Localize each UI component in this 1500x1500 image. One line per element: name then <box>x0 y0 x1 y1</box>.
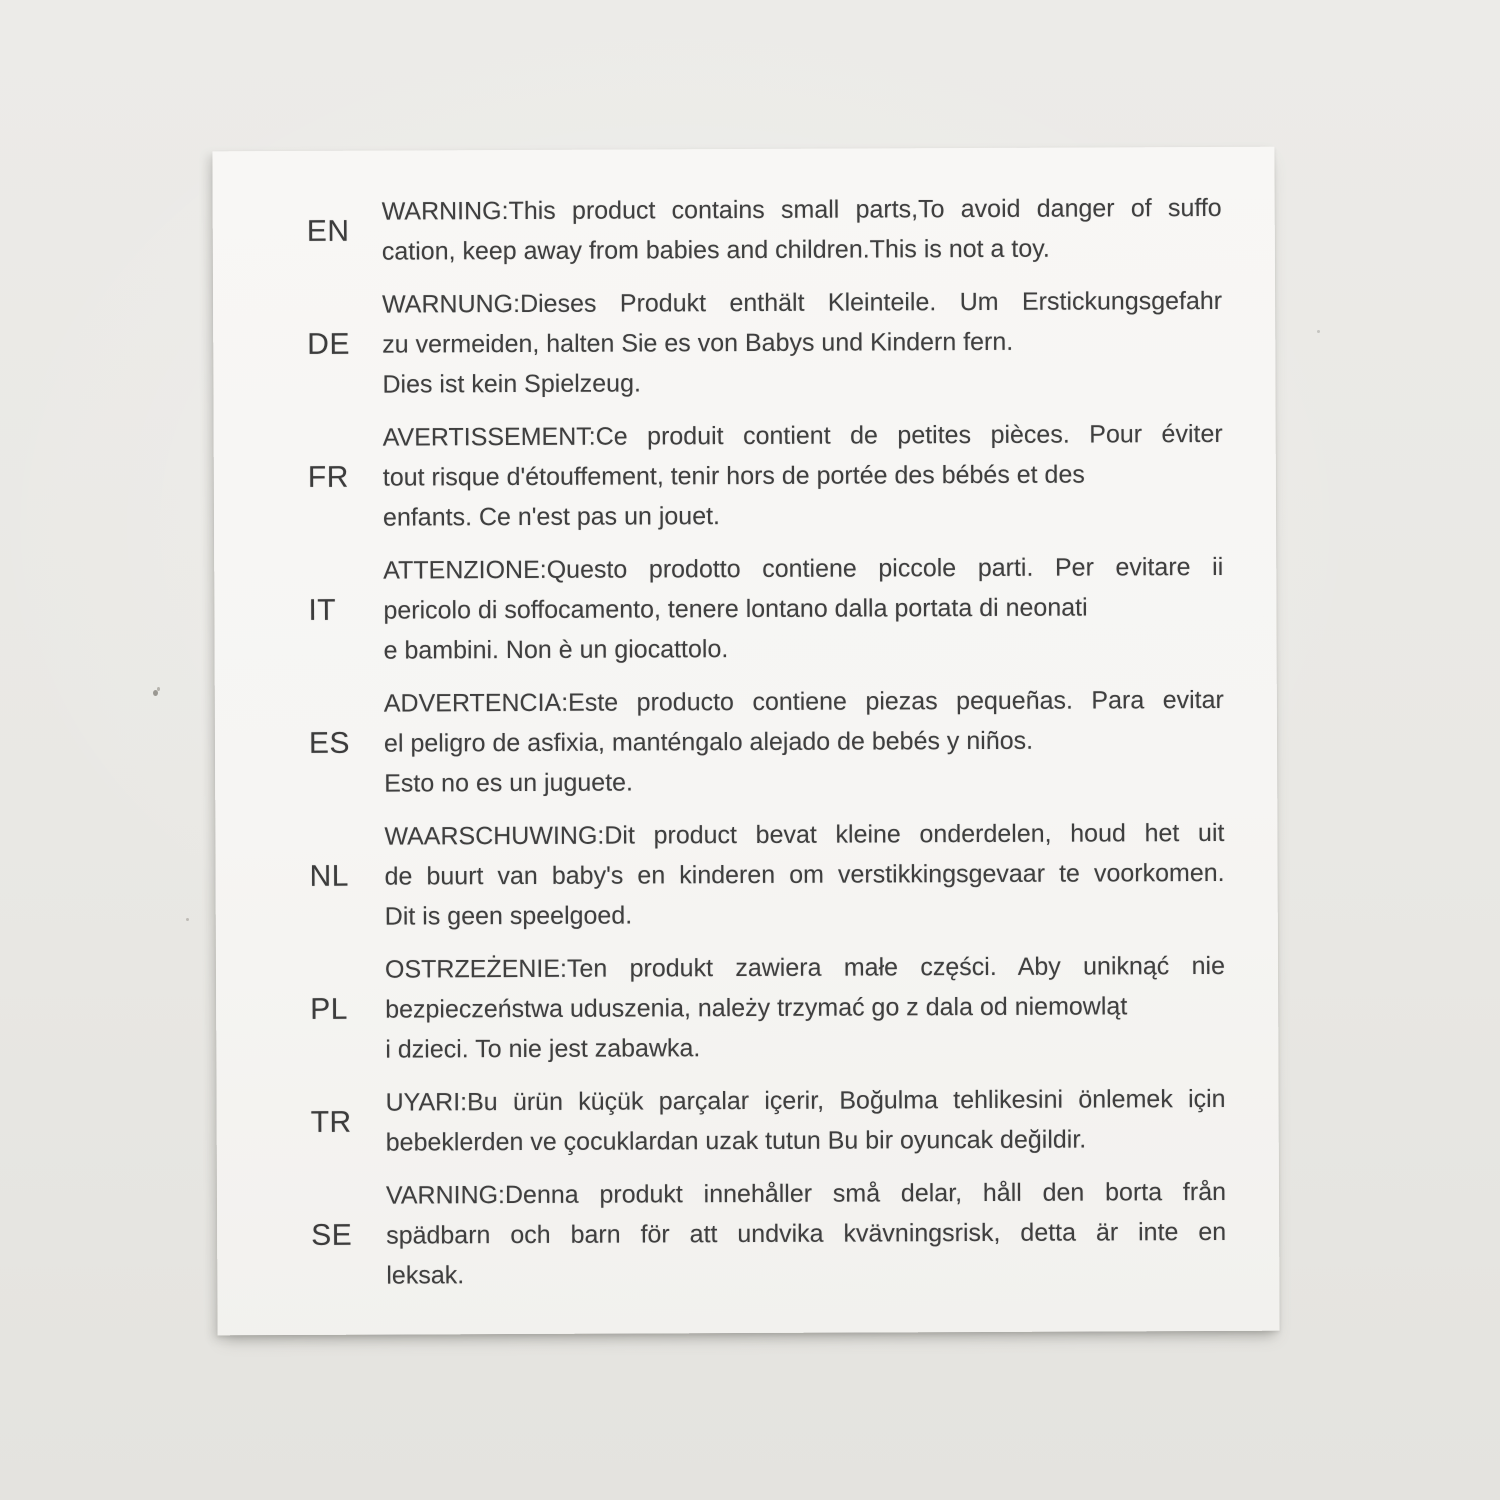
language-block-se <box>217 1172 1280 1297</box>
warning-text-line: ADVERTENCIA:Este producto contiene piezas pequeñas. Para evitar <box>383 685 1224 718</box>
warning-text <box>385 1079 1225 1163</box>
warning-text-line: bebeklerden ve çocuklardan uzak tutun Bu bir oyuncak değildir. <box>385 1125 1087 1157</box>
language-code: SE <box>311 1218 353 1252</box>
warning-blocks <box>212 147 1279 1297</box>
warning-text <box>384 680 1225 804</box>
language-block-it <box>214 547 1277 672</box>
warning-text <box>386 1172 1227 1296</box>
warning-text <box>385 946 1226 1070</box>
language-code: FR <box>307 460 349 494</box>
language-code: PL <box>310 992 348 1026</box>
warning-text-line: spädbarn och barn för att undvika kvävningsrisk, detta är inte en <box>386 1217 1227 1250</box>
language-code: EN <box>306 214 350 248</box>
language-code: ES <box>308 726 351 760</box>
language-code: TR <box>310 1105 352 1139</box>
warning-text <box>384 813 1225 937</box>
warning-text-line: cation, keep away from babies and children.This is not a toy. <box>381 234 1050 266</box>
warning-text <box>383 547 1224 671</box>
warning-text-line: VARNING:Denna produkt innehåller små delar, håll den borta från <box>385 1177 1227 1210</box>
warning-text-line: AVERTISSEMENT:Ce produit contient de petites pièces. Pour éviter <box>382 419 1223 452</box>
language-code: IT <box>308 593 337 627</box>
warning-text-line: zu vermeiden, halten Sie es von Babys und Kindern fern. <box>382 327 1014 359</box>
warning-text-line: i dzieci. To nie jest zabawka. <box>385 1034 701 1064</box>
language-block-nl <box>215 813 1278 938</box>
warning-text-line: Dies ist kein Spielzeug. <box>382 369 641 399</box>
warning-text-line: WARNING:This product contains small parts,To avoid danger of suffo <box>381 193 1222 226</box>
warning-text-line: Esto no es un juguete. <box>384 768 634 798</box>
language-block-de <box>213 281 1276 406</box>
warning-text-line: enfants. Ce n'est pas un jouet. <box>382 502 721 532</box>
warning-text-line: Dit is geen speelgoed. <box>384 901 633 931</box>
warning-text <box>382 281 1223 405</box>
warning-text-line: WARNUNG:Dieses Produkt enthält Kleinteile. Um Erstickungsgefahr <box>382 286 1223 319</box>
warning-text-line: ATTENZIONE:Questo prodotto contiene piccole parti. Per evitare ii <box>383 552 1224 585</box>
warning-text-line: de buurt van baby's en kinderen om verstikkingsgevaar te voorkomen. <box>384 858 1225 891</box>
dust-speck <box>1317 330 1320 333</box>
language-code: NL <box>309 859 350 893</box>
language-block-pl <box>216 946 1279 1071</box>
warning-text-line: el peligro de asfixia, manténgalo alejado de bebés y niños. <box>383 726 1034 758</box>
warning-text-line: pericolo di soffocamento, tenere lontano dalla portata di neonati <box>383 593 1088 625</box>
warning-text-line: leksak. <box>386 1261 465 1290</box>
warning-text-line: WAARSCHUWING:Dit product bevat kleine onderdelen, houd het uit <box>384 818 1225 851</box>
warning-text <box>382 188 1222 272</box>
warning-text-line: OSTRZEŻENIE:Ten produkt zawiera małe części. Aby uniknąć nie <box>384 951 1226 984</box>
warning-text-line: tout risque d'étouffement, tenir hors de portée des bébés et des <box>382 460 1085 492</box>
dust-speck <box>153 690 158 696</box>
language-block-tr <box>216 1079 1278 1164</box>
warning-text-line: e bambini. Non è un giocattolo. <box>383 635 729 665</box>
language-code: DE <box>307 327 351 361</box>
warning-text-line: bezpieczeństwa uduszenia, należy trzymać go z dala od niemowląt <box>385 992 1128 1024</box>
warning-text-line: UYARI:Bu ürün küçük parçalar içerir, Boğulma tehlikesini önlemek için <box>385 1084 1226 1117</box>
dust-speck <box>186 918 189 921</box>
language-block-es <box>215 680 1278 805</box>
warning-text <box>383 414 1224 538</box>
language-block-fr <box>214 414 1277 539</box>
language-block-en <box>213 188 1275 273</box>
warning-label-sheet <box>212 147 1279 1336</box>
